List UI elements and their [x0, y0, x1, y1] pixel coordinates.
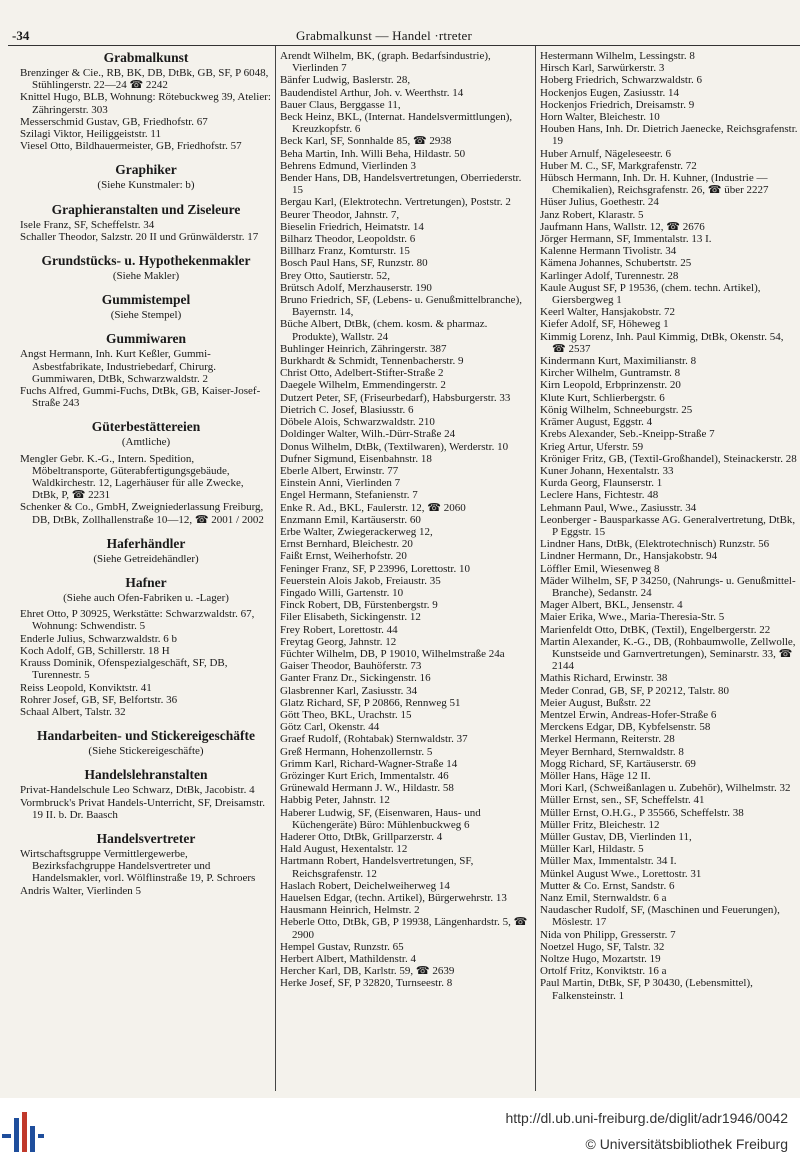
- section-heading: Handarbeiten- und Stickereigeschäfte: [37, 728, 255, 744]
- directory-entry: Christ Otto, Adelbert-Stifter-Straße 2: [280, 367, 444, 380]
- directory-entry: Bergau Karl, (Elektrotechn. Vertretungen), Poststr. 2: [280, 196, 511, 209]
- directory-entry: Grimm Karl, Richard-Wagner-Straße 14: [280, 757, 458, 770]
- directory-entry: Kirn Leopold, Erbprinzenstr. 20: [540, 379, 681, 392]
- directory-entry: Gött Theo, BKL, Urachstr. 15: [280, 708, 412, 721]
- directory-entry: Merckens Edgar, DB, Kybfelsenstr. 58: [540, 721, 711, 734]
- directory-entry: Hockenjos Eugen, Zasiusstr. 14: [540, 86, 680, 99]
- directory-entry: Brütsch Adolf, Merzhauserstr. 190: [280, 281, 432, 294]
- section-note: (Siehe Makler): [112, 270, 180, 283]
- directory-entry: Finck Robert, DB, Fürstenbergstr. 9: [280, 599, 438, 612]
- directory-entry: Mengler Gebr. K.-G., Intern. Spedition, Möbeltransporte, Güterabfertigungsgebäude, Waldkirchestr. 12, Lagerhäuser für alle Zwecke, DtBk, P, ☎ 2231: [20, 452, 244, 502]
- directory-entry: Lindner Hans, DtBk, (Elektrotechnisch) Runzstr. 56: [540, 538, 770, 551]
- column-right: [540, 50, 798, 1090]
- directory-entry: Löffler Emil, Wiesenweg 8: [540, 562, 660, 575]
- directory-entry: Herke Josef, SF, P 32820, Turnseestr. 8: [280, 977, 453, 990]
- directory-entry: Müller Ernst, sen., SF, Scheffelstr. 41: [540, 794, 705, 807]
- directory-entry: Fingado Willi, Gartenstr. 10: [280, 586, 404, 599]
- directory-entry: Glasbrenner Karl, Zasiusstr. 34: [280, 684, 418, 697]
- directory-entry: Hartmann Robert, Handelsvertretungen, SF, Reichsgrafenstr. 12: [280, 855, 474, 880]
- directory-entry: Hauelsen Edgar, (techn. Artikel), Bürgerwehrstr. 13: [280, 892, 507, 905]
- directory-entry: Huber Arnulf, Nägeleseestr. 6: [540, 147, 672, 160]
- directory-entry: Krämer August, Eggstr. 4: [540, 416, 653, 429]
- directory-entry: Kindermann Kurt, Maximilianstr. 8: [540, 355, 697, 368]
- column-middle: [280, 50, 532, 1090]
- directory-entry: Maier Erika, Wwe., Maria-Theresia-Str. 5: [540, 611, 725, 624]
- directory-entry: Haslach Robert, Deichelweiherweg 14: [280, 879, 450, 892]
- directory-entry: Paul Martin, DtBk, SF, P 30430, (Lebensmittel), Falkensteinstr. 1: [540, 977, 753, 1002]
- directory-entry: Keerl Walter, Hansjakobstr. 72: [540, 306, 676, 319]
- directory-entry: Hempel Gustav, Runzstr. 65: [280, 940, 404, 953]
- directory-entry: Huber M. C., SF, Markgrafenstr. 72: [540, 159, 697, 172]
- section-note: (Siehe Stempel): [110, 309, 182, 322]
- directory-entry: Isele Franz, SF, Scheffelstr. 34: [20, 218, 155, 231]
- directory-entry: Baudendistel Arthur, Joh. v. Weerthstr. 14: [280, 86, 464, 99]
- directory-entry: Feuerstein Alois Jakob, Freiaustr. 35: [280, 574, 441, 587]
- directory-entry: Haderer Otto, DtBk, Grillparzerstr. 4: [280, 831, 443, 843]
- directory-entry: Vormbruck's Privat Handels-Unterricht, SF, Dreisamstr. 19 II. b. Dr. Baasch: [20, 796, 266, 821]
- directory-entry: Beck Heinz, BKL, (Internat. Handelsvermittlungen), Kreuzkopfstr. 6: [280, 111, 513, 136]
- directory-entry: Mathis Richard, Erwinstr. 38: [540, 672, 668, 685]
- directory-entry: Messerschmid Gustav, GB, Friedhofstr. 67: [20, 115, 208, 128]
- directory-entry: Bender Hans, DB, Handelsvertretungen, Oberriederstr. 15: [280, 172, 522, 197]
- directory-entry: Reiss Leopold, Konviktstr. 41: [20, 681, 152, 694]
- directory-entry: Einstein Anni, Vierlinden 7: [280, 477, 401, 490]
- directory-entry: Grözinger Kurt Erich, Immentalstr. 46: [280, 769, 449, 782]
- directory-entry: Ortolf Fritz, Konviktstr. 16 a: [540, 965, 667, 978]
- directory-entry: Herbert Albert, Mathildenstr. 4: [280, 953, 416, 966]
- running-title: Grabmalkunst — Handel ·rtreter: [296, 28, 473, 43]
- directory-entry: Lindner Hermann, Dr., Hansjakobstr. 94: [540, 550, 718, 563]
- directory-entry: Hoberg Friedrich, Schwarzwaldstr. 6: [540, 74, 703, 87]
- directory-entry: Beha Martin, Inh. Willi Beha, Hildastr. 50: [280, 147, 466, 160]
- directory-entry: Enzmann Emil, Kartäuserstr. 60: [280, 513, 421, 526]
- directory-entry: Hirsch Karl, Sarwürkerstr. 3: [540, 62, 665, 75]
- page-number: -34: [12, 28, 30, 43]
- directory-entry: Meyer Bernhard, Sternwaldstr. 8: [540, 745, 684, 758]
- section-heading: Gummiwaren: [106, 331, 186, 347]
- directory-entry: Jörger Hermann, SF, Immentalstr. 13 I.: [540, 233, 712, 246]
- directory-entry: Schenker & Co., GmbH, Zweigniederlassung Freiburg, DB, DtBk, Zollhallenstraße 10—12, ☎ 2001 / 2002: [20, 501, 264, 526]
- directory-entry: Bruno Friedrich, SF, (Lebens- u. Genußmittelbranche), Bayernstr. 14,: [280, 294, 522, 319]
- directory-entry: Hestermann Wilhelm, Lessingstr. 8: [540, 50, 695, 62]
- directory-entry: Mäder Wilhelm, SF, P 34250, (Nahrungs- u. Genußmittel-Branche), Sedanstr. 24: [540, 574, 796, 599]
- directory-entry: Dutzert Peter, SF, (Friseurbedarf), Habsburgerstr. 33: [280, 391, 511, 404]
- directory-entry: Döbele Alois, Schwarzwaldstr. 210: [280, 416, 435, 429]
- viewer-footer: [0, 1098, 800, 1162]
- directory-entry: Burkhardt & Schmidt, Tennenbacherstr. 9: [280, 355, 464, 368]
- directory-entry: Krauss Dominik, Ofenspezialgeschäft, SF, DB, Turennestr. 5: [20, 657, 228, 682]
- directory-entry: Füchter Wilhelm, DB, P 19010, Wilhelmstraße 24a: [280, 647, 505, 660]
- directory-entry: Lehmann Paul, Wwe., Zasiusstr. 34: [540, 501, 697, 514]
- directory-entry: Kalenne Hermann Tivolistr. 34: [540, 245, 677, 258]
- directory-entry: Viesel Otto, Bildhauermeister, GB, Friedhofstr. 57: [20, 140, 242, 153]
- directory-entry: Nanz Emil, Sternwaldstr. 6 a: [540, 892, 667, 905]
- directory-entry: Buhlinger Heinrich, Zähringerstr. 387: [280, 342, 447, 355]
- directory-entry: Szilagi Viktor, Heiliggeiststr. 11: [20, 128, 161, 141]
- directory-entry: Meier August, Bußstr. 22: [540, 696, 651, 709]
- header-rule: [8, 45, 800, 46]
- column-divider: [535, 46, 536, 1091]
- section-note: (Siehe Kunstmaler: b): [97, 179, 195, 192]
- directory-entry: Kröniger Fritz, GB, (Textil-Großhandel), Steinackerstr. 28: [540, 452, 797, 465]
- directory-entry: Mager Albert, BKL, Jensenstr. 4: [540, 599, 683, 612]
- directory-entry: König Wilhelm, Schneeburgstr. 25: [540, 403, 693, 416]
- directory-entry: Nida von Philipp, Gresserstr. 7: [540, 928, 676, 941]
- directory-entry: Ganter Franz Dr., Sickingenstr. 16: [280, 672, 431, 685]
- directory-entry: Beurer Theodor, Jahnstr. 7,: [280, 208, 400, 221]
- copyright-notice: © Universitätsbibliothek Freiburg: [585, 1136, 788, 1152]
- directory-entry: Jaufmann Hans, Wallstr. 12, ☎ 2676: [540, 220, 705, 233]
- page-header: [12, 28, 800, 46]
- directory-entry: Bauer Claus, Berggasse 11,: [280, 98, 401, 111]
- directory-entry: Brenzinger & Cie., RB, BK, DB, DtBk, GB, SF, P 6048, Stühlingerstr. 22—24 ☎ 2242: [20, 67, 269, 92]
- directory-entry: Büche Albert, DtBk, (chem. kosm. & pharmaz. Produkte), Wallstr. 24: [280, 318, 488, 343]
- column-divider: [275, 46, 276, 1091]
- directory-entry: Ernst Bernhard, Bleichestr. 20: [280, 538, 413, 551]
- directory-entry: Eberle Albert, Erwinstr. 77: [280, 464, 399, 477]
- directory-entry: Noetzel Hugo, SF, Talstr. 32: [540, 940, 665, 953]
- directory-entry: Houben Hans, Inh. Dr. Dietrich Jaenecke, Reichsgrafenstr. 19: [540, 123, 798, 148]
- directory-entry: Mutter & Co. Ernst, Sandstr. 6: [540, 879, 675, 892]
- directory-entry: Hercher Karl, DB, Karlstr. 59, ☎ 2639: [280, 965, 455, 978]
- directory-entry: Koch Adolf, GB, Schillerstr. 18 H: [20, 644, 170, 657]
- directory-entry: Glatz Richard, SF, P 20866, Rennweg 51: [280, 696, 461, 709]
- section-heading: Güterbestättereien: [91, 419, 201, 435]
- directory-entry: Graef Rudolf, (Rohtabak) Sternwaldstr. 37: [280, 733, 468, 746]
- directory-entry: Daegele Wilhelm, Emmendingerstr. 2: [280, 379, 446, 392]
- directory-entry: Leonberger - Bausparkasse AG. Generalvertretung, DtBk, P Eggstr. 15: [540, 513, 796, 538]
- section-heading: Handelsvertreter: [96, 830, 196, 846]
- directory-entry: Klute Kurt, Schlierbergstr. 6: [540, 391, 665, 404]
- directory-entry: Angst Hermann, Inh. Kurt Keßler, Gummi-Asbestfabrikate, Industriebedarf, Chirurg. Gummiwaren, DtBk, Schwarzwaldstr. 2: [20, 348, 216, 385]
- directory-entry: Mentzel Erwin, Andreas-Hofer-Straße 6: [540, 708, 717, 721]
- directory-entry: Kurda Georg, Flaunserstr. 1: [540, 477, 663, 490]
- directory-entry: Schaal Albert, Talstr. 32: [20, 705, 126, 718]
- directory-entry: Müller Fritz, Bleichestr. 12: [540, 818, 660, 831]
- directory-entry: Bilharz Theodor, Leopoldstr. 6: [280, 233, 416, 246]
- directory-entry: Enderle Julius, Schwarzwaldstr. 6 b: [20, 632, 178, 645]
- directory-entry: Müller Ernst, O.H.G., P 35566, Scheffelstr. 38: [540, 806, 744, 819]
- section-heading: Grabmalkunst: [103, 50, 189, 65]
- directory-entry: Bieselin Friedrich, Heimatstr. 14: [280, 220, 424, 233]
- directory-entry: Behrens Edmund, Vierlinden 3: [280, 159, 417, 172]
- directory-entry: Engel Hermann, Stefanienstr. 7: [280, 489, 418, 502]
- directory-entry: Fuchs Alfred, Gummi-Fuchs, DtBk, GB, Kaiser-Josef-Straße 243: [20, 385, 261, 410]
- directory-entry: Kuner Johann, Hexentalstr. 33: [540, 464, 674, 477]
- section-heading: Handelslehranstalten: [84, 767, 208, 783]
- directory-entry: Ehret Otto, P 30925, Werkstätte: Schwarzwaldstr. 67, Wohnung: Schwendistr. 5: [20, 608, 255, 633]
- directory-entry: Marienfeldt Otto, DtBK, (Textil), Engelbergerstr. 22: [540, 623, 771, 636]
- directory-entry: Janz Robert, Klarastr. 5: [540, 208, 644, 221]
- directory-entry: Greß Hermann, Hohenzollernstr. 5: [280, 745, 433, 758]
- directory-entry: Feninger Franz, SF, P 23996, Lorettostr. 10: [280, 562, 470, 575]
- directory-entry: Meder Conrad, GB, SF, P 20212, Talstr. 80: [540, 684, 730, 697]
- section-heading: Graphieranstalten und Ziseleure: [51, 201, 241, 217]
- directory-entry: Mori Karl, (Schweißanlagen u. Zubehör), Wilhelmstr. 32: [540, 782, 791, 795]
- directory-entry: Enke R. Ad., BKL, Faulerstr. 12, ☎ 2060: [280, 501, 466, 514]
- directory-entry: Bosch Paul Hans, SF, Runzstr. 80: [280, 257, 428, 270]
- directory-entry: Beck Karl, SF, Sonnhalde 85, ☎ 2938: [280, 135, 452, 148]
- section-heading: Grundstücks- u. Hypothekenmakler: [41, 253, 251, 269]
- directory-entry: Heberle Otto, DtBk, GB, P 19938, Längenhardstr. 5, ☎ 2900: [280, 916, 528, 941]
- directory-entry: Kämena Johannes, Schubertstr. 25: [540, 257, 692, 270]
- directory-entry: Freytag Georg, Jahnstr. 12: [280, 635, 397, 648]
- directory-entry: Frey Robert, Lorettostr. 44: [280, 623, 398, 636]
- directory-entry: Kiefer Adolf, SF, Höheweg 1: [540, 318, 669, 331]
- directory-entry: Dufner Sigmund, Eisenbahnstr. 18: [280, 452, 432, 465]
- directory-entry: Brey Otto, Sautierstr. 52,: [280, 269, 390, 282]
- directory-entry: Bänfer Ludwig, Baslerstr. 28,: [280, 74, 411, 87]
- directory-entry: Leclere Hans, Fichtestr. 48: [540, 489, 659, 502]
- section-note: (Siehe auch Ofen-Fabriken u. -Lager): [63, 592, 229, 605]
- directory-entry: Knittel Hugo, BLB, Wohnung: Rötebuckweg 39, Atelier: Zähringerstr. 303: [20, 91, 271, 116]
- directory-entry: Hockenjos Friedrich, Dreisamstr. 9: [540, 98, 695, 111]
- directory-entry: Dietrich C. Josef, Blasiusstr. 6: [280, 403, 414, 416]
- section-heading: Hafner: [125, 575, 167, 591]
- directory-entry: Wirtschaftsgruppe Vermittlergewerbe, Bezirksfachgruppe Handelsvertreter und Handelsmakler, vorl. Wölflinstraße 19, P. Schroers: [20, 847, 256, 885]
- directory-entry: Rohrer Josef, GB, SF, Belfortstr. 36: [20, 693, 178, 706]
- directory-entry: Mogg Richard, SF, Kartäuserstr. 69: [540, 757, 696, 770]
- directory-entry: Naudascher Rudolf, SF, (Maschinen und Feuerungen), Möslestr. 17: [540, 904, 780, 929]
- directory-entry: Götz Carl, Okenstr. 44: [280, 721, 380, 734]
- directory-entry: Merkel Hermann, Reiterstr. 28: [540, 733, 675, 746]
- section-note: (Siehe Stickereigeschäfte): [88, 745, 204, 758]
- directory-entry: Doldinger Walter, Wilh.-Dürr-Straße 24: [280, 428, 456, 441]
- section-note: (Siehe Getreidehändler): [93, 552, 199, 565]
- directory-entry: Arendt Wilhelm, BK, (graph. Bedarfsindustrie), Vierlinden 7: [280, 50, 491, 75]
- directory-entry: Möller Hans, Häge 12 II.: [540, 769, 651, 782]
- directory-entry: Müller Karl, Hildastr. 5: [540, 843, 644, 856]
- directory-entry: Erbe Walter, Zwiegerackerweg 12,: [280, 525, 433, 538]
- directory-entry: Privat-Handelschule Leo Schwarz, DtBk, Jacobistr. 4: [20, 784, 255, 797]
- directory-entry: Kircher Wilhelm, Guntramstr. 8: [540, 367, 681, 380]
- directory-entry: Martin Alexander, K.-G., DB, (Rohbaumwolle, Zellwolle, Kunstseide und Garnvertretungen), Seminarstr. 33, ☎ 2144: [540, 635, 796, 673]
- directory-entry: Hald August, Hexentalstr. 12: [280, 843, 408, 856]
- directory-entry: Krebs Alexander, Seb.-Kneipp-Straße 7: [540, 428, 715, 441]
- directory-entry: Kimmig Lorenz, Inh. Paul Kimmig, DtBk, Okenstr. 54, ☎ 2537: [540, 330, 784, 355]
- directory-entry: Andris Walter, Vierlinden 5: [20, 884, 142, 897]
- directory-entry: Karlinger Adolf, Turennestr. 28: [540, 269, 679, 282]
- directory-entry: Haberer Ludwig, SF, (Eisenwaren, Haus- und Küchengeräte) Büro: Mühlenbuckweg 6: [280, 806, 481, 831]
- directory-entry: Müller Gustav, DB, Vierlinden 11,: [540, 831, 692, 843]
- directory-entry: Münkel August Wwe., Lorettostr. 31: [540, 867, 702, 880]
- directory-entry: Billharz Franz, Komturstr. 15: [280, 245, 410, 258]
- directory-entry: Horn Walter, Bleichestr. 10: [540, 111, 660, 124]
- directory-entry: Gaiser Theodor, Bauhöferstr. 73: [280, 660, 422, 673]
- directory-entry: Habbig Peter, Jahnstr. 12: [280, 794, 390, 807]
- source-url-link[interactable]: http://dl.ub.uni-freiburg.de/diglit/adr1946/0042: [505, 1110, 788, 1126]
- directory-entry: Filer Elisabeth, Sickingenstr. 12: [280, 611, 421, 624]
- section-heading: Gummistempel: [101, 292, 191, 308]
- directory-entry: Grünewald Hermann J. W., Hildastr. 58: [280, 782, 454, 795]
- directory-entry: Donus Wilhelm, DtBk, (Textilwaren), Werderstr. 10: [280, 440, 509, 453]
- directory-entry: Hausmann Heinrich, Helmstr. 2: [280, 904, 420, 917]
- directory-entry: Müller Max, Immentalstr. 34 I.: [540, 855, 677, 868]
- directory-entry: Schaller Theodor, Salzstr. 20 II und Grünwälderstr. 17: [20, 230, 259, 243]
- section-note: (Amtliche): [121, 436, 171, 449]
- directory-entry: Krieg Artur, Uferstr. 59: [540, 440, 644, 453]
- section-heading: Haferhändler: [106, 535, 186, 551]
- column-left: [20, 50, 272, 1090]
- directory-entry: Noltze Hugo, Mozartstr. 19: [540, 953, 661, 966]
- section-heading: Graphiker: [115, 162, 177, 178]
- directory-entry: Hüser Julius, Goethestr. 24: [540, 196, 659, 209]
- directory-entry: Faißt Ernst, Weiherhofstr. 20: [280, 550, 407, 563]
- directory-entry: Hübsch Hermann, Inh. Dr. H. Kuhner, (Industrie — Chemikalien), Reichsgrafenstr. 26, ☎ über 2227: [540, 172, 769, 197]
- university-logo: [0, 1108, 44, 1156]
- directory-entry: Kaule August SF, P 19536, (chem. techn. Artikel), Giersbergweg 1: [540, 281, 761, 307]
